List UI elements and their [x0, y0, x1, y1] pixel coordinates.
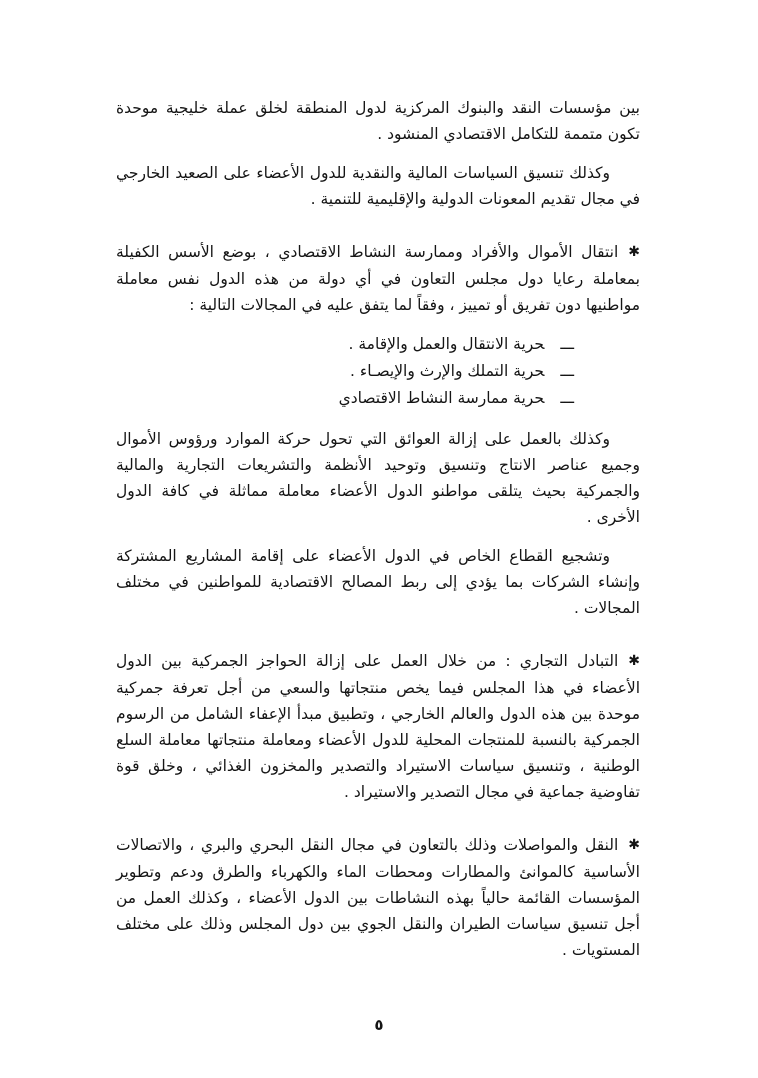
bullet-star-icon: ✱ — [628, 244, 640, 260]
dash-marker-icon: ـــ — [560, 362, 574, 380]
paragraph-obstacles: وكذلك بالعمل على إزالة العوائق التي تحول حركة الموارد ورؤوس الأموال وجميع عناصر الانتاج وتنسيق وتوحيد الأنظمة والتشريعات التجارية والمالية والجمركية بحيث يتلقى مواطنو الدول الأعضاء معاملة مماثلة في كافة الدول الأخرى . — [116, 430, 640, 526]
list-item-text: حرية ممارسة النشاط الاقتصادي — [338, 389, 545, 407]
list-item-text: حرية التملك والإرث والإيصـاء . — [350, 362, 545, 380]
list-item — [116, 331, 640, 358]
paragraph-fiscal-policy: وكذلك تنسيق السياسات المالية والنقدية للدول الأعضاء على الصعيد الخارجي في مجال تقديم المعونات الدولية والإقليمية للتنمية . — [116, 164, 640, 208]
bullet-text: التبادل التجاري : من خلال العمل على إزالة الحواجز الجمركية بين الدول الأعضاء في هذا المجلس فيما يخص منتجاتها والسعي من أجل تعرفة جمركية موحدة بين هذه الدول والعالم الخارجي ، وتطبيق مبدأ الإعفاء الشامل من الرسوم الجمركية بالنسبة للمنتجات المحلية للدول الأعضاء ومعاملة منتجاتها معاملة السلع الوطنية ، وتنسيق سياسات الاستيراد والتصدير والمخزون الغذائي ، وخلق قوة تفاوضية جماعية في مجال التصدير والاستيراد . — [116, 652, 640, 801]
text-block — [116, 95, 640, 976]
bullet-star-icon: ✱ — [628, 653, 640, 669]
bullet-item-transport — [116, 832, 640, 963]
list-item-text: حرية الانتقال والعمل والإقامة . — [348, 335, 545, 353]
bullet-text: انتقال الأموال والأفراد وممارسة النشاط الاقتصادي ، بوضع الأسس الكفيلة بمعاملة رعايا دول مجلس التعاون في أي دولة من هذه الدول نفس معاملة مواطنيها دون تفريق أو تمييز ، وفقاً لما يتفق عليه في المجالات التالية : — [116, 243, 640, 314]
bullet-item-trade — [116, 648, 640, 805]
dash-marker-icon: ـــ — [560, 335, 574, 353]
list-item — [116, 385, 640, 412]
bullet-star-icon: ✱ — [628, 837, 640, 853]
bullet-text: النقل والمواصلات وذلك بالتعاون في مجال النقل البحري والبري ، والاتصالات الأساسية كالموانئ والمطارات ومحطات الماء والكهرباء والطرق ودعم وتطوير المؤسسات القائمة حالياً بهذه النشاطات بين الدول الأعضاء ، وكذلك العمل من أجل تنسيق سياسات الطيران والنقل الجوي بين دول المجلس وذلك على مختلف المستويات . — [116, 836, 640, 959]
dash-marker-icon: ـــ — [560, 389, 574, 407]
page-number: ٥ — [374, 1016, 384, 1034]
bullet-item-movement — [116, 239, 640, 318]
paragraph-currency: بين مؤسسات النقد والبنوك المركزية لدول المنطقة لخلق عملة خليجية موحدة تكون متممة للتكامل الاقتصادي المنشود . — [116, 99, 640, 143]
list-item — [116, 358, 640, 385]
paragraph-private-sector: وتشجيع القطاع الخاص في الدول الأعضاء على إقامة المشاريع المشتركة وإنشاء الشركات بما يؤدي إلى ربط المصالح الاقتصادية للمواطنين في مختلف المجالات . — [116, 547, 640, 617]
freedoms-list — [116, 331, 640, 412]
